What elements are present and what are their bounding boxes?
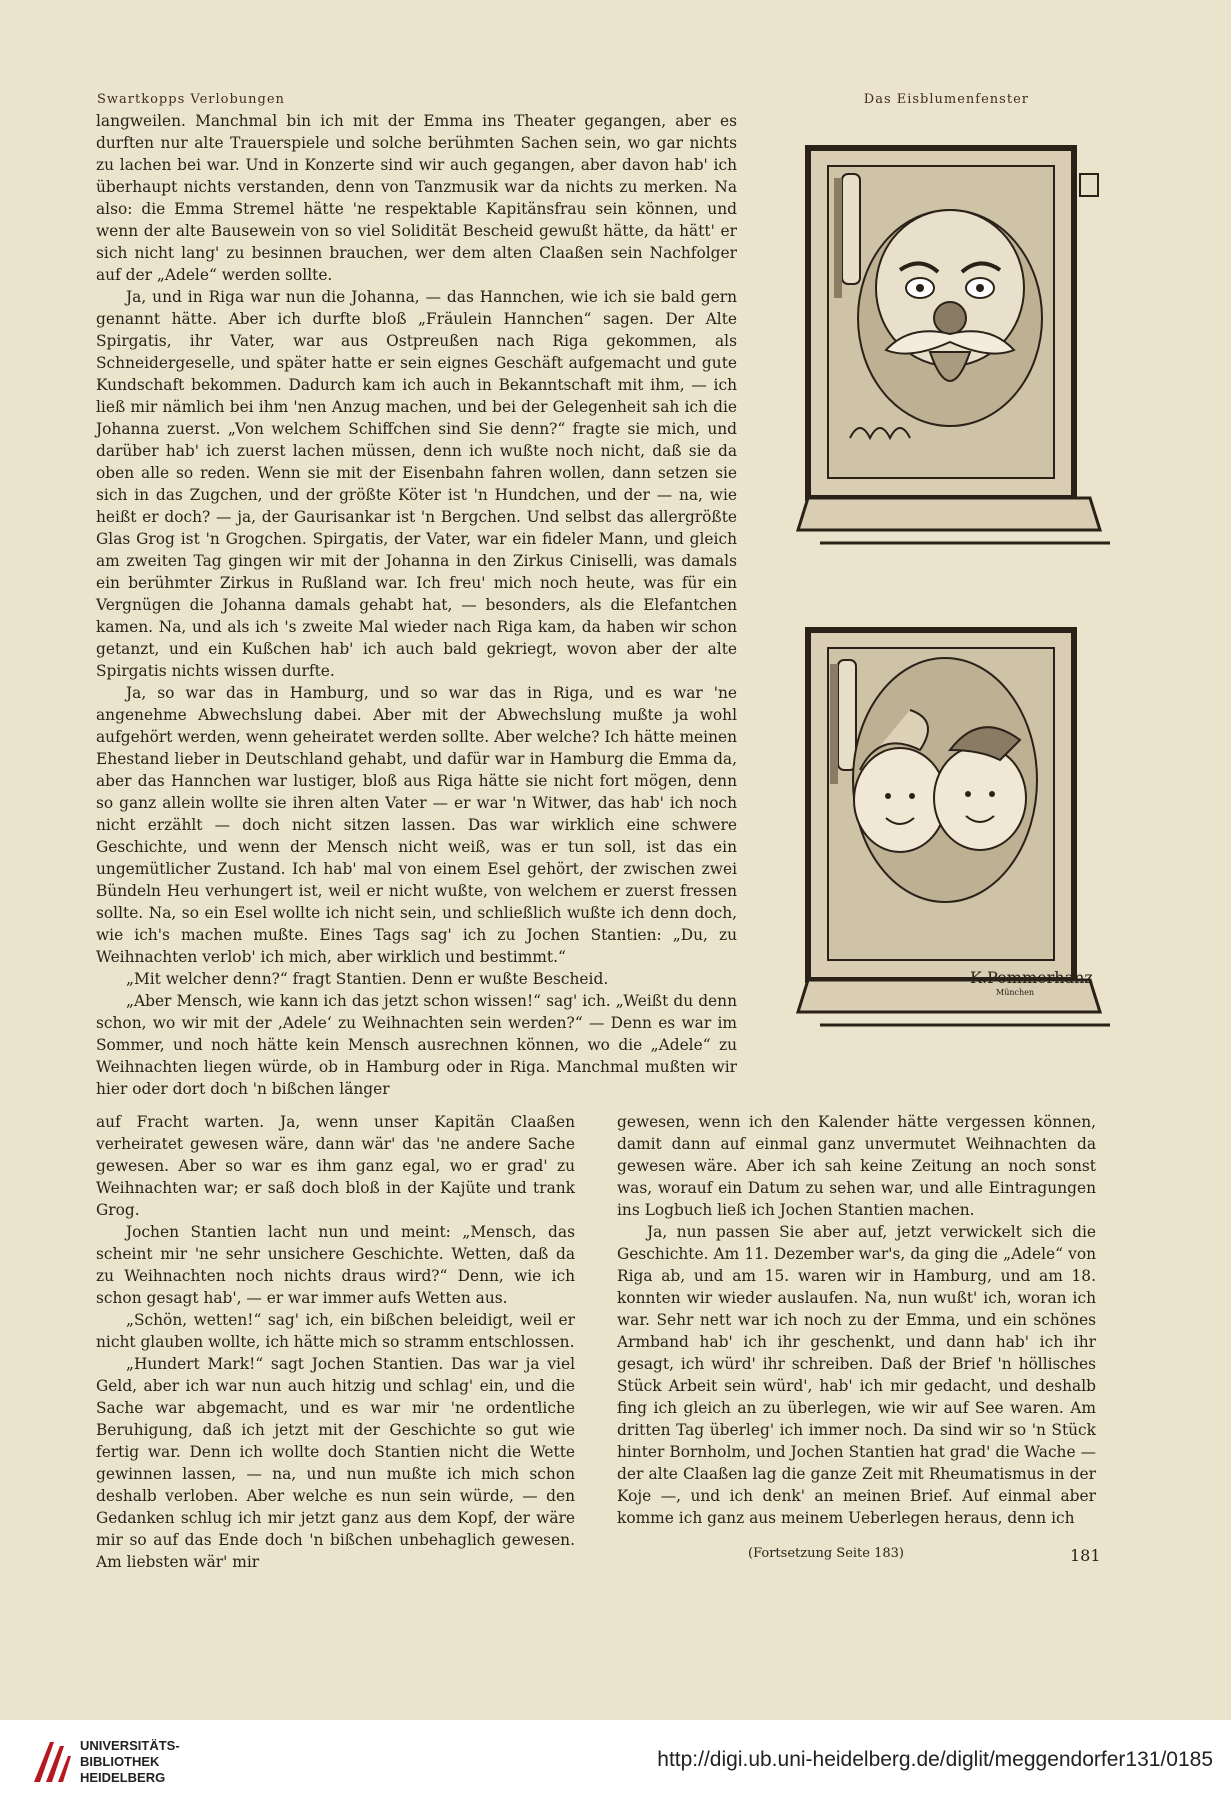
library-footer-bar bbox=[0, 1720, 1231, 1801]
illustration-old-man-window bbox=[790, 138, 1120, 578]
library-name bbox=[80, 1738, 180, 1786]
text-column-top bbox=[96, 110, 737, 1100]
library-name-line: BIBLIOTHEK bbox=[80, 1754, 160, 1769]
source-url[interactable]: http://digi.ub.uni-heidelberg.de/diglit/meggendorfer131/0185 bbox=[657, 1748, 1213, 1771]
running-head-right: Das Eisblumenfenster bbox=[863, 92, 1029, 107]
text-column-left bbox=[96, 1111, 575, 1573]
paragraph: „Mit welcher denn?“ fragt Stantien. Denn er wußte Bescheid. bbox=[126, 970, 609, 988]
library-name-line: HEIDELBERG bbox=[80, 1770, 166, 1785]
artist-signature-city: München bbox=[996, 988, 1035, 997]
continuation-note: (Fortsetzung Seite 183) bbox=[748, 1546, 904, 1561]
running-head-left: Swartkopps Verlobungen bbox=[97, 92, 285, 107]
illustration-children-window bbox=[790, 620, 1120, 1060]
paragraph: Ja, nun passen Sie aber auf, jetzt verwickelt sich die Geschichte. Am 11. Dezember war's, da ging die „Adele“ von Riga ab, und am 15. waren wir in Hamburg, und am 18. konnten wir wieder auslaufen. Na, nun wußt' ich, woran ich war. Sehr nett war ich noch zu der Emma, und ein schönes Armband hab' ich ihr geschenkt, und dann hab' ich ihr gesagt, ich würd' ihr schreiben. Daß der Brief 'n höllisches Stück Arbeit sein würd', hab' ich mir gedacht, und deshalb fing ich gleich an zu überlegen, wie wir auf See waren. Am dritten Tag überleg' ich immer noch. Da sind wir so 'n Stück hinter Bornholm, und Jochen Stantien hat grad' die Wache — der alte Claaßen lag die ganze Zeit mit Rheumatismus in der Koje —, und ich denk' an meinen Brief. Auf einmal aber komme ich ganz aus meinem Ueberlegen heraus, denn ich bbox=[617, 1223, 1096, 1527]
paragraph: Ja, so war das in Hamburg, und so war das in Riga, und es war 'ne angenehme Abwechslung dabei. Aber mit der Abwechslung mußte ja wohl aufgehört werden, wenn geheiratet werden sollte. Aber welche? Ich hätte meinen Ehestand lieber in Deutschland gehabt, und dafür war in Hamburg die Emma da, aber das Hannchen war lustiger, bloß aus Riga hätte sie nicht fort mögen, denn so ganz allein wollte sie ihren alten Vater — er war 'n Witwer, das hab' ich noch nicht erzählt — doch nicht sitzen lassen. Das war wirklich eine schwere Geschichte, und wenn der Mensch nicht weiß, was er tun soll, ist das ein ungemütlicher Zustand. Ich hab' mal von einem Esel gehört, der zwischen zwei Bündeln Heu verhungert ist, weil er nicht wußte, von welchem er zuerst fressen sollte. Na, so ein Esel wollte ich nicht sein, und schließlich wußte ich denn doch, wie ich's machen mußte. Eines Tags sag' ich zu Jochen Stantien: „Du, zu Weihnachten verlob' ich mich, aber wirklich und bestimmt.“ bbox=[96, 684, 737, 966]
page-number: 181 bbox=[1070, 1546, 1101, 1565]
paragraph: „Aber Mensch, wie kann ich das jetzt schon wissen!“ sag' ich. „Weißt du denn schon, wo wir mit der ‚Adele‘ zu Weihnachten sein werden?“ — Denn es war im Sommer, und noch hätte kein Mensch ausrechnen können, wo die „Adele“ zu Weihnachten liegen würde, ob in Hamburg oder in Riga. Manchmal mußten wir hier oder dort doch 'n bißchen länger bbox=[96, 992, 737, 1098]
paragraph: „Schön, wetten!“ sag' ich, ein bißchen beleidigt, weil er nicht glauben wollte, ich hätte mich so stramm entschlossen. bbox=[96, 1311, 575, 1351]
heidelberg-university-logo-icon bbox=[30, 1738, 72, 1786]
paragraph: Jochen Stantien lacht nun und meint: „Mensch, das scheint mir 'ne sehr unsichere Geschichte. Wetten, daß da zu Weihnachten noch nichts draus wird?“ Denn, wie ich schon gesagt hab', — er war immer aufs Wetten aus. bbox=[96, 1223, 575, 1307]
paragraph: auf Fracht warten. Ja, wenn unser Kapitän Claaßen verheiratet gewesen wäre, dann wär' das 'ne andere Sache gewesen. Aber so war es ihm ganz egal, wo er grad' zu Weihnachten war; er saß doch bloß in der Kajüte und trank Grog. bbox=[96, 1113, 575, 1219]
artist-signature: K.Pommerhanz bbox=[970, 968, 1093, 987]
paragraph: gewesen, wenn ich den Kalender hätte vergessen können, damit dann auf einmal ganz unvermutet Weihnachten da gewesen wäre. Aber ich sah keine Zeitung an noch sonst was, worauf ein Datum zu sehen war, und alle Eintragungen ins Logbuch ließ ich Jochen Stantien machen. bbox=[617, 1113, 1096, 1219]
paragraph: langweilen. Manchmal bin ich mit der Emma ins Theater gegangen, aber es durften nur alte Trauerspiele und solche berühmten Sachen sein, wo gar nichts zu lachen bei war. Und in Konzerte sind wir auch gegangen, aber davon hab' ich überhaupt nichts verstanden, denn von Tanzmusik war da nichts zu merken. Na also: die Emma Stremel hätte 'ne respektable Kapitänsfrau sein können, und wenn der alte Bausewein von so viel Solidität Bescheid gewußt hätte, da hätt' er sich nicht lang' zu besinnen brauchen, wer dem alten Claaßen sein Nachfolger auf der „Adele“ werden sollte. bbox=[96, 112, 737, 284]
library-name-line: UNIVERSITÄTS- bbox=[80, 1738, 180, 1753]
text-column-right bbox=[617, 1111, 1096, 1529]
paragraph: „Hundert Mark!“ sagt Jochen Stantien. Das war ja viel Geld, aber ich war nun auch hitzig und schlag' ein, und die Sache war abgemacht, und es war mir 'ne ordentliche Beruhigung, daß ich jetzt mit der Geschichte so gut wie fertig war. Denn ich wollte doch Stantien nicht die Wette gewinnen lassen, — na, und nun mußte ich mich schon deshalb verloben. Aber welche es nun sein würde, — den Gedanken schlug ich mir jetzt ganz aus dem Kopf, der wäre mir so auf das Ende doch 'n bißchen unbehaglich gewesen. Am liebsten wär' mir bbox=[96, 1355, 575, 1571]
paragraph: Ja, und in Riga war nun die Johanna, — das Hannchen, wie ich sie bald gern genannt hätte. Aber ich durfte bloß „Fräulein Hannchen“ sagen. Der Alte Spirgatis, ihr Vater, war aus Ostpreußen nach Riga gekommen, als Schneidergeselle, und später hatte er sein eignes Geschäft aufgemacht und gute Kundschaft bekommen. Dadurch kam ich auch in Bekanntschaft mit ihm, — ich ließ mir nämlich bei ihm 'nen Anzug machen, und bei der Gelegenheit sah ich die Johanna zuerst. „Von welchem Schiffchen sind Sie denn?“ fragte sie mich, und darüber hab' ich zuerst lachen müssen, denn ich wußte noch nicht, daß sie da oben alle so reden. Wenn sie mit der Eisenbahn fahren wollen, dann setzen sie sich in das Zugchen, und der größte Köter ist 'n Hundchen, und der — na, wie heißt er doch? — ja, der Gaurisankar ist 'n Bergchen. Und selbst das allergrößte Glas Grog ist 'n Grogchen. Spirgatis, der Vater, war ein fideler Mann, und gleich am zweiten Tag gingen wir mit der Johanna in den Zirkus Ciniselli, was damals ein berühmter Zirkus in Rußland war. Ich freu' mich noch heute, was für ein Vergnügen die Johanna damals gehabt hat, — besonders, als die Elefantchen kamen. Na, und als ich 's zweite Mal wieder nach Riga kam, da haben wir schon getanzt, und ein Kußchen hab' ich auch bald gekriegt, wovon aber der alte Spirgatis nichts wissen durfte. bbox=[96, 288, 737, 680]
